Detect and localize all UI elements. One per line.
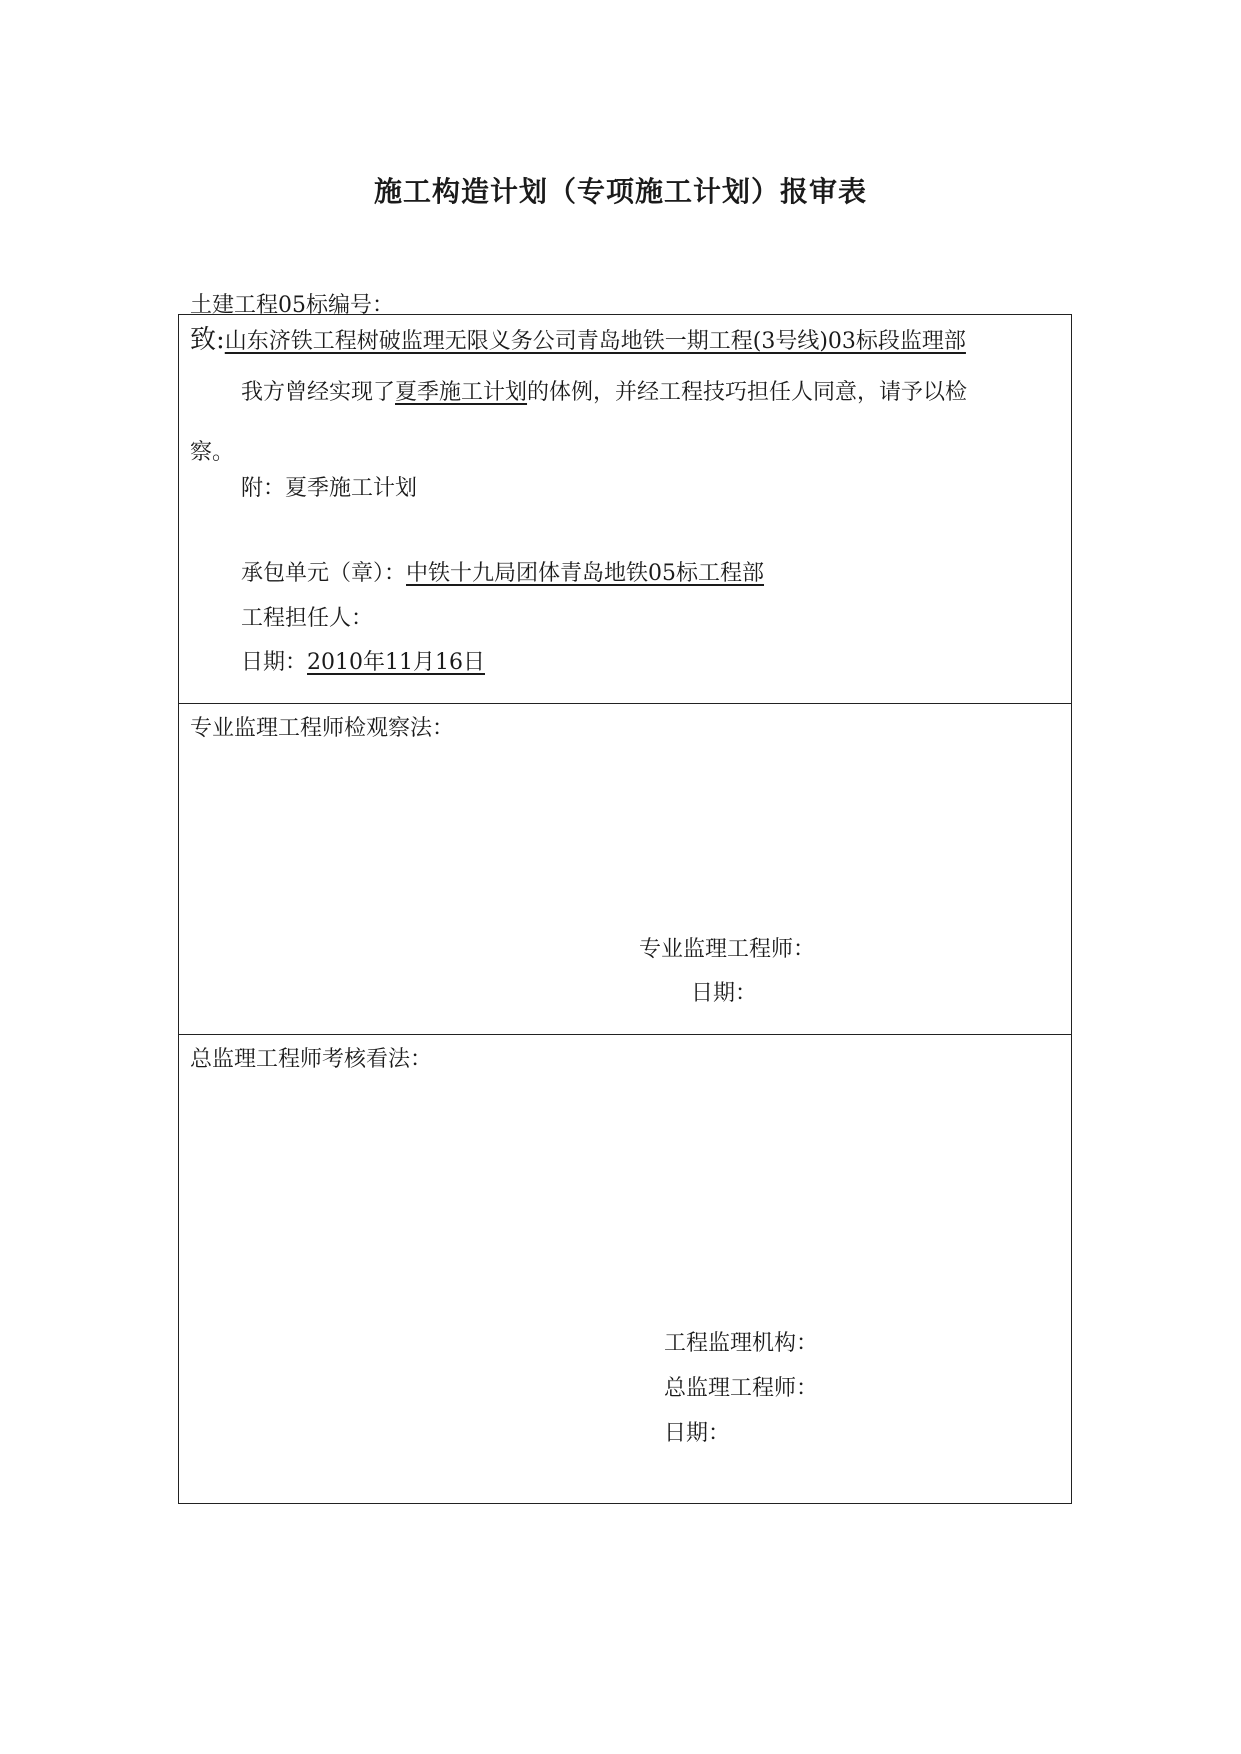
contractor-label: 承包单元（章）： bbox=[241, 561, 407, 586]
body-text-part1: 我方曾经实现了 bbox=[241, 380, 396, 405]
project-manager-label: 工程担任人： bbox=[241, 606, 374, 631]
submission-date-label: 日期： bbox=[241, 650, 308, 675]
specialist-review-section bbox=[179, 704, 1071, 1035]
specialist-review-heading: 专业监理工程师检观察法： bbox=[190, 716, 455, 741]
contractor-value: 中铁十九局团体青岛地铁05标工程部 bbox=[406, 561, 765, 586]
document-title: 施工构造计划（专项施工计划）报审表 bbox=[373, 175, 867, 208]
submission-body-line-1 bbox=[241, 382, 967, 404]
recipient-name: 山东济铁工程树破监理无限义务公司青岛地铁一期工程(3号线)03标段监理部 bbox=[224, 329, 966, 354]
plan-name: 夏季施工计划 bbox=[395, 380, 528, 405]
contractor-line bbox=[241, 563, 764, 585]
chief-engineer-label: 总监理工程师： bbox=[664, 1376, 819, 1401]
attachment-line: 附：夏季施工计划 bbox=[241, 476, 418, 501]
submission-date-line bbox=[241, 652, 485, 674]
recipient-prefix: 致: bbox=[190, 325, 225, 355]
specialist-engineer-label: 专业监理工程师： bbox=[639, 937, 816, 962]
submission-section bbox=[179, 315, 1071, 704]
body-text-part2: 的体例，并经工程技巧担任人同意，请予以检 bbox=[527, 380, 968, 405]
specialist-date-label: 日期： bbox=[691, 981, 758, 1006]
submission-body-line-2: 察。 bbox=[190, 440, 235, 465]
chief-review-section bbox=[179, 1035, 1071, 1503]
approval-form-table bbox=[178, 314, 1072, 1504]
supervision-org-label: 工程监理机构： bbox=[664, 1331, 819, 1356]
chief-date-label: 日期： bbox=[664, 1421, 731, 1446]
contract-code-label: 土建工程05标编号： bbox=[190, 293, 394, 318]
recipient-line bbox=[190, 327, 966, 353]
chief-review-heading: 总监理工程师考核看法： bbox=[190, 1047, 433, 1072]
submission-date-value: 2010年11月16日 bbox=[307, 650, 485, 675]
